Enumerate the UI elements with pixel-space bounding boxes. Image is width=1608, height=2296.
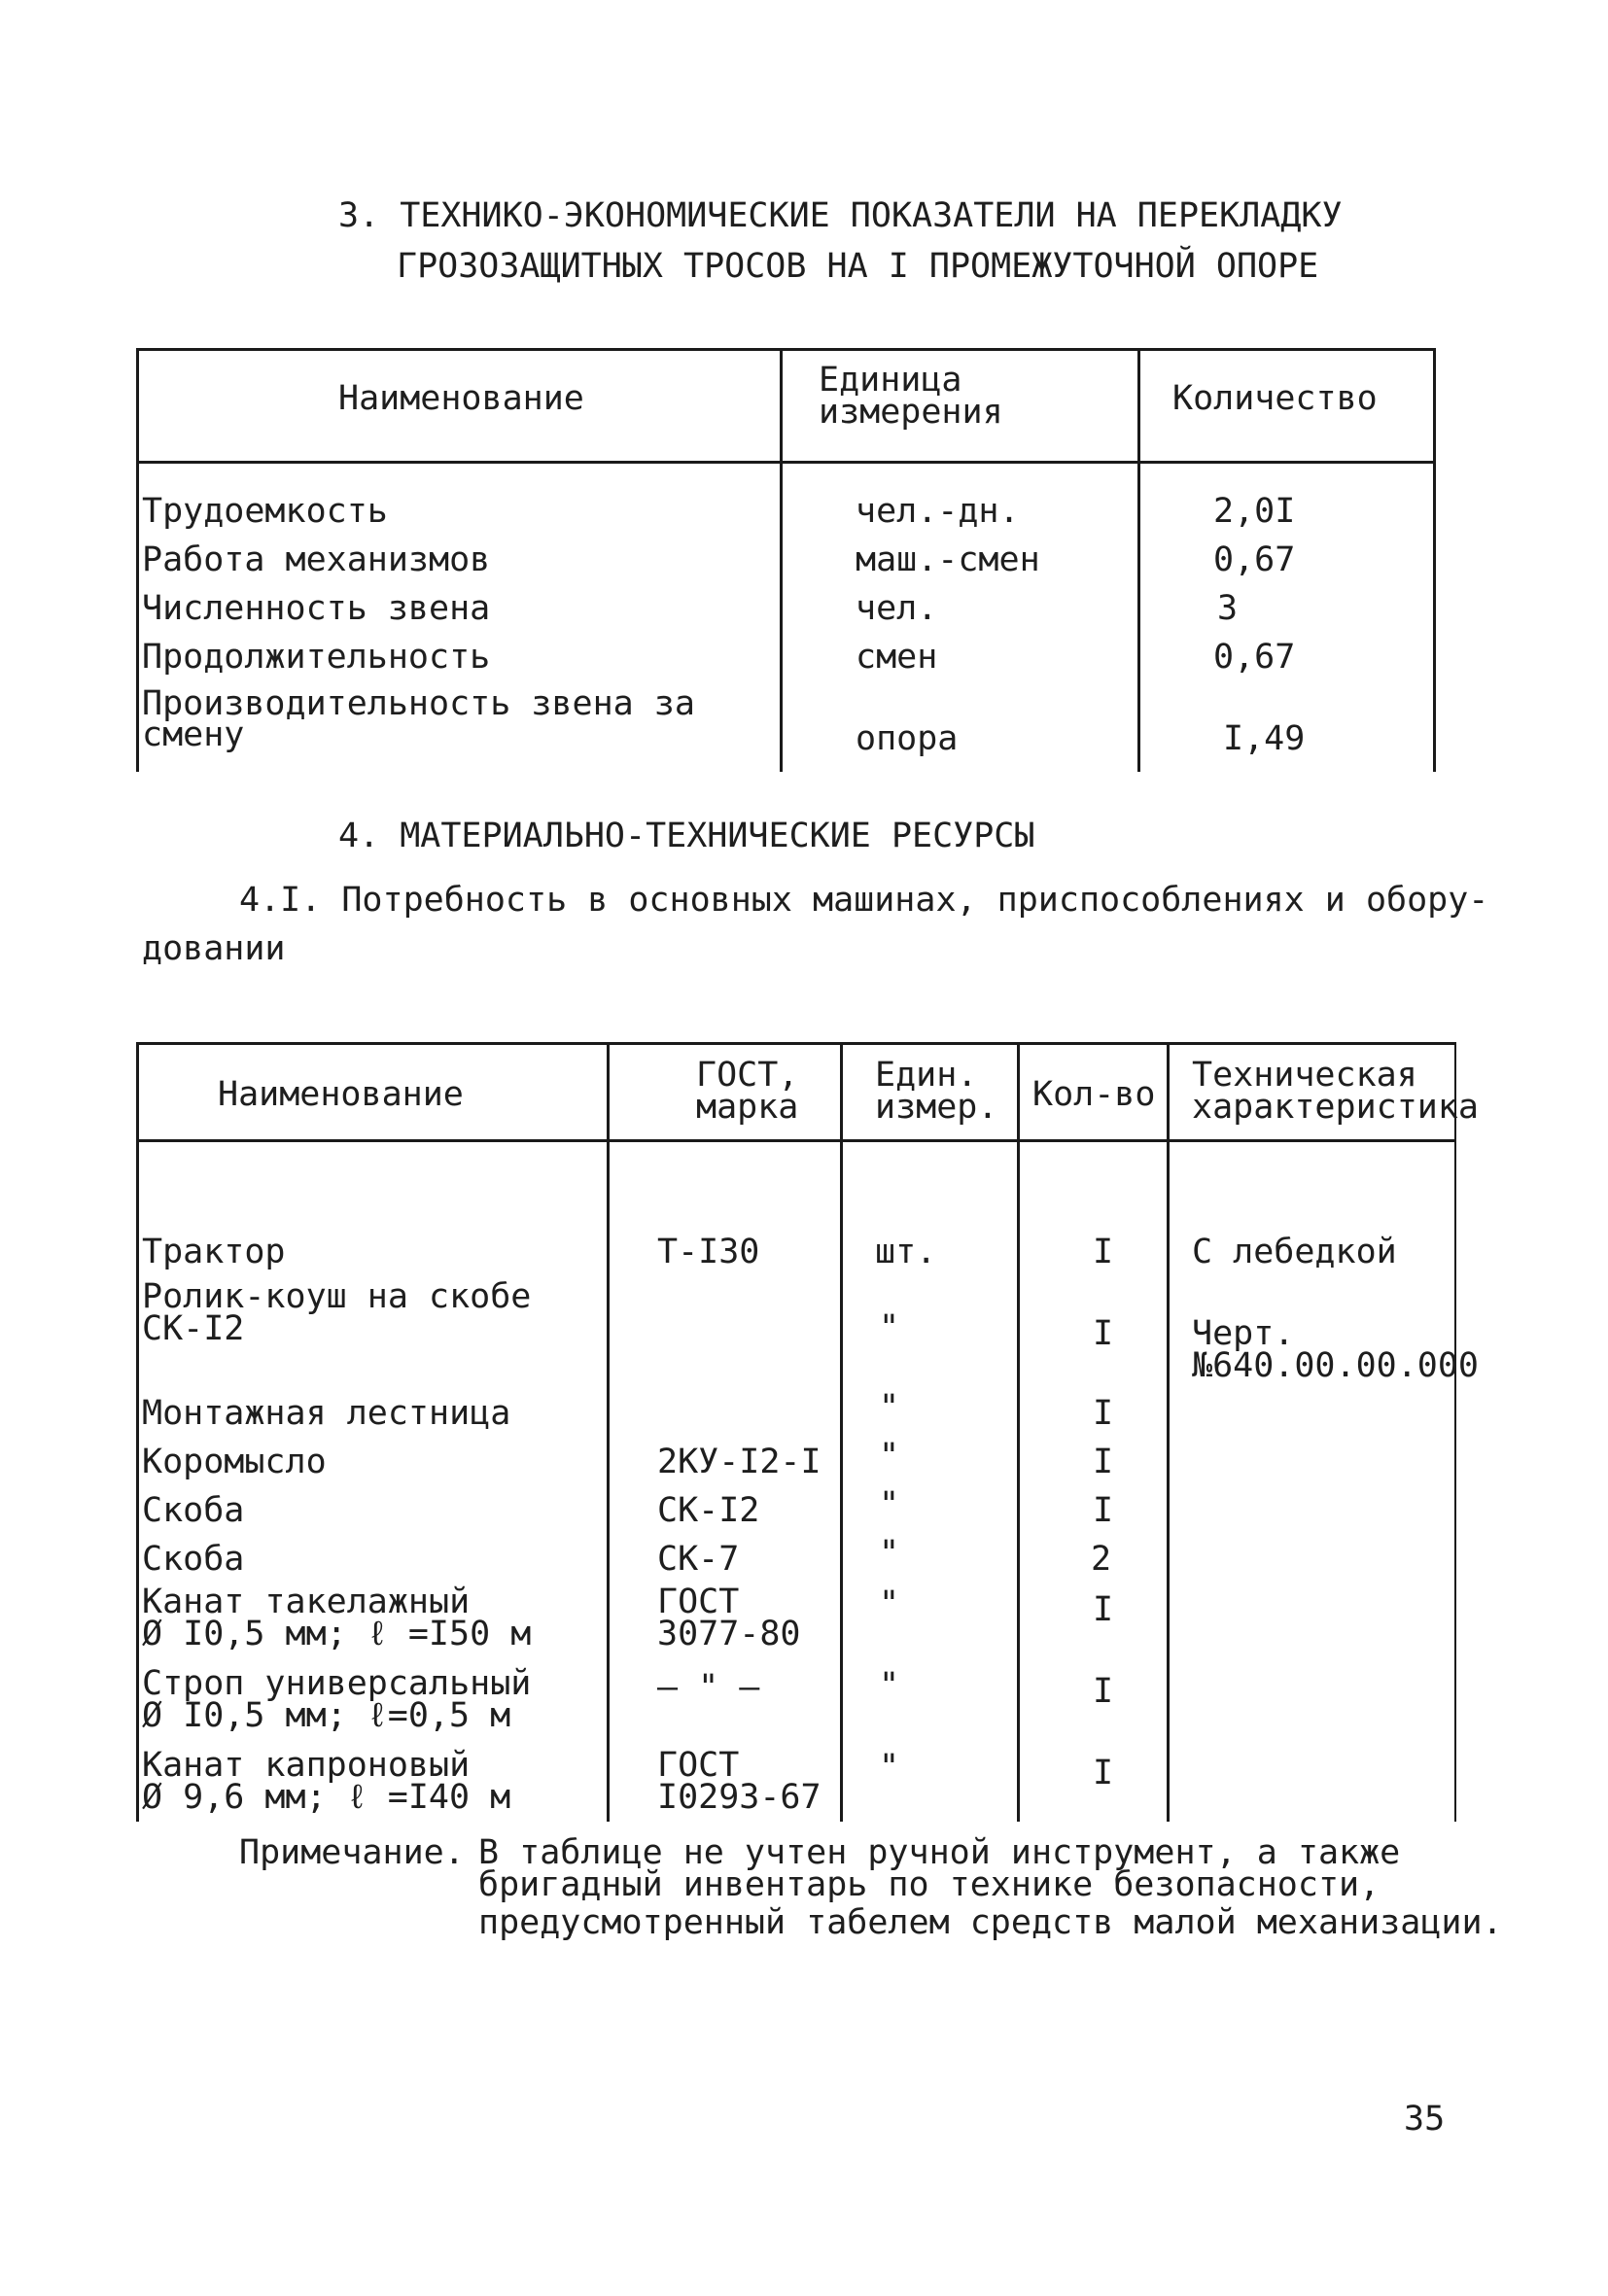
- table2-header-tech-2: характеристика: [1192, 1088, 1480, 1127]
- section3-title-line1: 3. ТЕХНИКО-ЭКОНОМИЧЕСКИЕ ПОКАЗАТЕЛИ НА ПЕРЕКЛАДКУ: [338, 196, 1343, 235]
- table2-row2-tech-1: Черт.: [1192, 1314, 1295, 1353]
- table2-row2-tech-2: №640.00.00.000: [1192, 1346, 1480, 1385]
- table2-row7-qty: I: [1093, 1590, 1114, 1629]
- table2-row6-qty: 2: [1091, 1540, 1112, 1579]
- table1-divider-1: [780, 348, 783, 772]
- section3-title-line2: ГРОЗОЗАЩИТНЫХ ТРОСОВ НА I ПРОМЕЖУТОЧНОЙ ОПОРЕ: [397, 247, 1319, 286]
- note-line1: В таблице не учтен ручной инструмент, а также: [478, 1833, 1401, 1872]
- table1-header-unit-2: измерения: [819, 393, 1003, 432]
- table2-row9-name-2: Ø 9,6 мм; ℓ =I40 м: [142, 1778, 511, 1817]
- table2-row2-unit: ": [879, 1308, 900, 1347]
- table2-right-border: [1454, 1042, 1456, 1822]
- table1-header-border: [136, 461, 1435, 464]
- table2-row4-gost: 2КУ-I2-I: [657, 1443, 821, 1481]
- table2-row9-name-1: Канат капроновый: [142, 1746, 471, 1785]
- table2-row5-gost: СК-I2: [657, 1491, 760, 1530]
- table1-header-qty: Количество: [1172, 379, 1378, 418]
- table2-top-border: [136, 1042, 1454, 1045]
- table2-row8-name-1: Строп универсальный: [142, 1664, 532, 1703]
- table2-header-name: Наименование: [218, 1075, 464, 1114]
- table2-row1-unit: шт.: [875, 1233, 937, 1271]
- table2-row5-qty: I: [1093, 1491, 1114, 1530]
- table1-row4-unit: смен: [856, 638, 938, 677]
- table1-row5-unit: опора: [856, 719, 959, 758]
- table1-row2-qty: 0,67: [1213, 540, 1296, 579]
- table1-row4-qty: 0,67: [1213, 638, 1296, 677]
- table1-row1-name: Трудоемкость: [142, 492, 388, 531]
- table2-row2-qty: I: [1093, 1314, 1114, 1353]
- table2-header-unit-2: измер.: [875, 1088, 998, 1127]
- table2-row1-tech: С лебедкой: [1192, 1233, 1397, 1271]
- table2-row9-qty: I: [1093, 1754, 1114, 1792]
- table1-top-border: [136, 348, 1435, 351]
- table1-row1-unit: чел.-дн.: [856, 492, 1020, 531]
- table2-row8-name-2: Ø I0,5 мм; ℓ=0,5 м: [142, 1696, 511, 1735]
- table2-header-unit-1: Един.: [875, 1056, 978, 1095]
- table2-row8-gost: – " –: [657, 1668, 760, 1707]
- table2-row2-name-1: Ролик-коуш на скобе: [142, 1277, 532, 1316]
- table1-row4-name: Продолжительность: [142, 638, 491, 677]
- table2-row4-name: Коромысло: [142, 1443, 327, 1481]
- table2-divider-1: [607, 1042, 610, 1822]
- table1-row3-name: Численность звена: [142, 589, 491, 628]
- table2-header-border: [136, 1139, 1454, 1142]
- note-label: Примечание.: [239, 1833, 465, 1872]
- table1-divider-2: [1137, 348, 1140, 772]
- table1-header-name: Наименование: [338, 379, 584, 418]
- table2-row5-name: Скоба: [142, 1491, 245, 1530]
- table2-row6-name: Скоба: [142, 1540, 245, 1579]
- section4-title: 4. МАТЕРИАЛЬНО-ТЕХНИЧЕСКИЕ РЕСУРСЫ: [338, 817, 1035, 855]
- table2-row7-gost-2: 3077-80: [657, 1615, 801, 1653]
- table2-row4-qty: I: [1093, 1443, 1114, 1481]
- table2-divider-2: [840, 1042, 843, 1822]
- section4-subtitle-line1: 4.I. Потребность в основных машинах, приспособлениях и обору-: [239, 881, 1489, 920]
- table2-row1-qty: I: [1093, 1233, 1114, 1271]
- table2-row9-gost-1: ГОСТ: [657, 1746, 740, 1785]
- table1-row5-name-2: смену: [142, 715, 245, 754]
- table2-row7-unit: ": [879, 1584, 900, 1623]
- page-number: 35: [1404, 2100, 1446, 2139]
- table2-header-gost-1: ГОСТ,: [696, 1056, 799, 1095]
- table2-row7-gost-1: ГОСТ: [657, 1583, 740, 1621]
- table2-row8-unit: ": [879, 1666, 900, 1705]
- table2-row6-gost: СК-7: [657, 1540, 740, 1579]
- table2-row2-name-2: СК-I2: [142, 1309, 245, 1348]
- section4-subtitle-line2: довании: [142, 929, 286, 968]
- table2-row8-qty: I: [1093, 1672, 1114, 1711]
- table2-row7-name-1: Канат такелажный: [142, 1583, 471, 1621]
- table1-row3-qty: 3: [1217, 589, 1239, 628]
- table2-header-tech-1: Техническая: [1192, 1056, 1417, 1095]
- table2-row3-qty: I: [1093, 1394, 1114, 1433]
- table1-row1-qty: 2,0I: [1213, 492, 1296, 531]
- table2-row3-unit: ": [879, 1388, 900, 1427]
- table1-row5-qty: I,49: [1223, 719, 1306, 758]
- table2-header-qty: Кол-во: [1032, 1075, 1156, 1114]
- table2-row9-gost-2: I0293-67: [657, 1778, 821, 1817]
- table2-row4-unit: ": [879, 1437, 900, 1476]
- table2-row5-unit: ": [879, 1485, 900, 1524]
- table2-divider-4: [1167, 1042, 1170, 1822]
- table2-row6-unit: ": [879, 1534, 900, 1573]
- table2-left-border: [136, 1042, 139, 1822]
- table1-right-border: [1433, 348, 1436, 772]
- table1-row2-name: Работа механизмов: [142, 540, 491, 579]
- table2-row1-gost: Т-I30: [657, 1233, 760, 1271]
- table2-row1-name: Трактор: [142, 1233, 286, 1271]
- note-line3: предусмотренный табелем средств малой механизации.: [478, 1903, 1503, 1942]
- table1-left-border: [136, 348, 139, 772]
- table1-header-unit-1: Единица: [819, 361, 962, 400]
- note-line2: бригадный инвентарь по технике безопасности,: [478, 1865, 1381, 1904]
- table2-row9-unit: ": [879, 1748, 900, 1787]
- table1-row2-unit: маш.-смен: [856, 540, 1040, 579]
- table2-row7-name-2: Ø I0,5 мм; ℓ =I50 м: [142, 1615, 532, 1653]
- table2-divider-3: [1017, 1042, 1020, 1822]
- table2-row3-name: Монтажная лестница: [142, 1394, 511, 1433]
- table1-row3-unit: чел.: [856, 589, 938, 628]
- table1-row5-name-1: Производительность звена за: [142, 684, 695, 723]
- table2-header-gost-2: марка: [696, 1088, 799, 1127]
